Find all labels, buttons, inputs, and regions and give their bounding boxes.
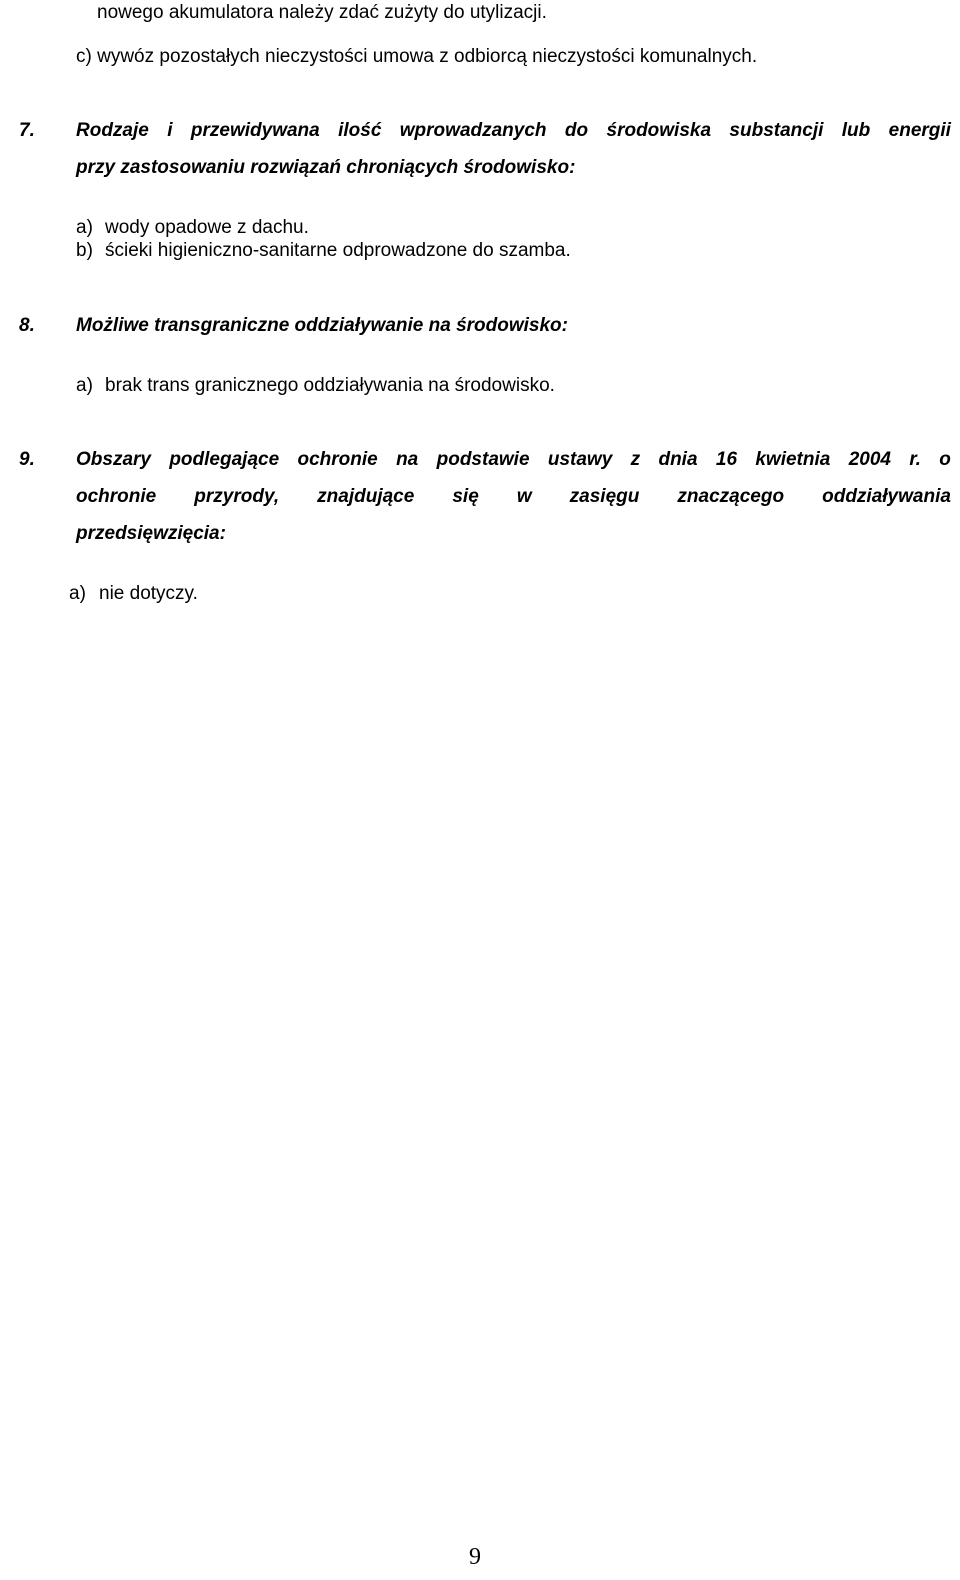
section-7-heading-word: wprowadzanych xyxy=(399,120,547,141)
section-9-heading-word: r. xyxy=(909,449,921,470)
section-9-heading-word: podstawie xyxy=(436,449,530,470)
section-7-heading-word: ilość xyxy=(338,120,382,141)
section-7-item-a-label: a) xyxy=(76,217,93,238)
section-9-item-a-label: a) xyxy=(69,583,86,604)
section-9-heading-word: ustawy xyxy=(547,449,613,470)
section-9-heading-word: z xyxy=(630,449,641,470)
section-9-heading-word: na xyxy=(396,449,419,470)
section-9-heading-line2 xyxy=(76,486,951,508)
section-9-heading-word: w xyxy=(516,486,532,507)
section-9-heading-word: znajdujące xyxy=(317,486,415,507)
section-7-heading-word: przewidywana xyxy=(190,120,320,141)
section-9-heading-word: ochronie xyxy=(297,449,378,470)
section-7-heading-word: energii xyxy=(888,120,951,141)
section-9-heading-line3: przedsięwzięcia: xyxy=(76,523,226,544)
section-9-heading-line1 xyxy=(76,449,951,471)
section-7-heading-line2: przy zastosowaniu rozwiązań chroniących środowisko: xyxy=(76,157,576,178)
section-7-heading-word: lub xyxy=(841,120,871,141)
section-9-heading-word: dnia xyxy=(658,449,698,470)
section-9-heading-word: 2004 xyxy=(848,449,891,470)
section-9-heading-word: się xyxy=(452,486,479,507)
section-9-heading-word: ochronie xyxy=(76,486,157,507)
section-7-heading-word: do xyxy=(564,120,589,141)
section-9-heading-word: znaczącego xyxy=(677,486,785,507)
section-9-heading-word: kwietnia xyxy=(755,449,831,470)
section-7-item-b-label: b) xyxy=(76,240,93,261)
section-7-heading-word: Rodzaje xyxy=(76,120,149,141)
section-9-heading-word: przyrody, xyxy=(194,486,280,507)
section-7-heading-word: środowiska xyxy=(606,120,712,141)
section-9-heading-word: Obszary xyxy=(76,449,151,470)
section-9-heading-word: 16 xyxy=(715,449,738,470)
section-9-item-a-text: nie dotyczy. xyxy=(99,583,198,604)
section-9-heading-word: o xyxy=(939,449,951,470)
continuation-text: nowego akumulatora należy zdać zużyty do utylizacji. xyxy=(97,2,547,23)
section-7-heading-line1 xyxy=(76,120,951,142)
section-7-item-b-text: ścieki higieniczno-sanitarne odprowadzone do szamba. xyxy=(105,240,571,261)
section-8-heading: Możliwe transgraniczne oddziaływanie na środowisko: xyxy=(76,315,568,336)
section-7-heading-word: substancji xyxy=(729,120,824,141)
section-9-heading-word: zasięgu xyxy=(569,486,640,507)
page-number: 9 xyxy=(469,1544,481,1570)
section-8-number: 8. xyxy=(19,315,35,336)
section-7-heading-word: i xyxy=(167,120,173,141)
list-item-c: c) wywóz pozostałych nieczystości umowa z odbiorcą nieczystości komunalnych. xyxy=(76,46,758,67)
section-9-heading-word: podlegające xyxy=(169,449,280,470)
section-8-item-a-label: a) xyxy=(76,375,93,396)
section-7-item-a-text: wody opadowe z dachu. xyxy=(105,217,309,238)
section-9-number: 9. xyxy=(19,449,35,470)
section-9-heading-word: oddziaływania xyxy=(822,486,951,507)
section-8-item-a-text: brak trans granicznego oddziaływania na środowisko. xyxy=(105,375,555,396)
section-7-number: 7. xyxy=(19,120,35,141)
